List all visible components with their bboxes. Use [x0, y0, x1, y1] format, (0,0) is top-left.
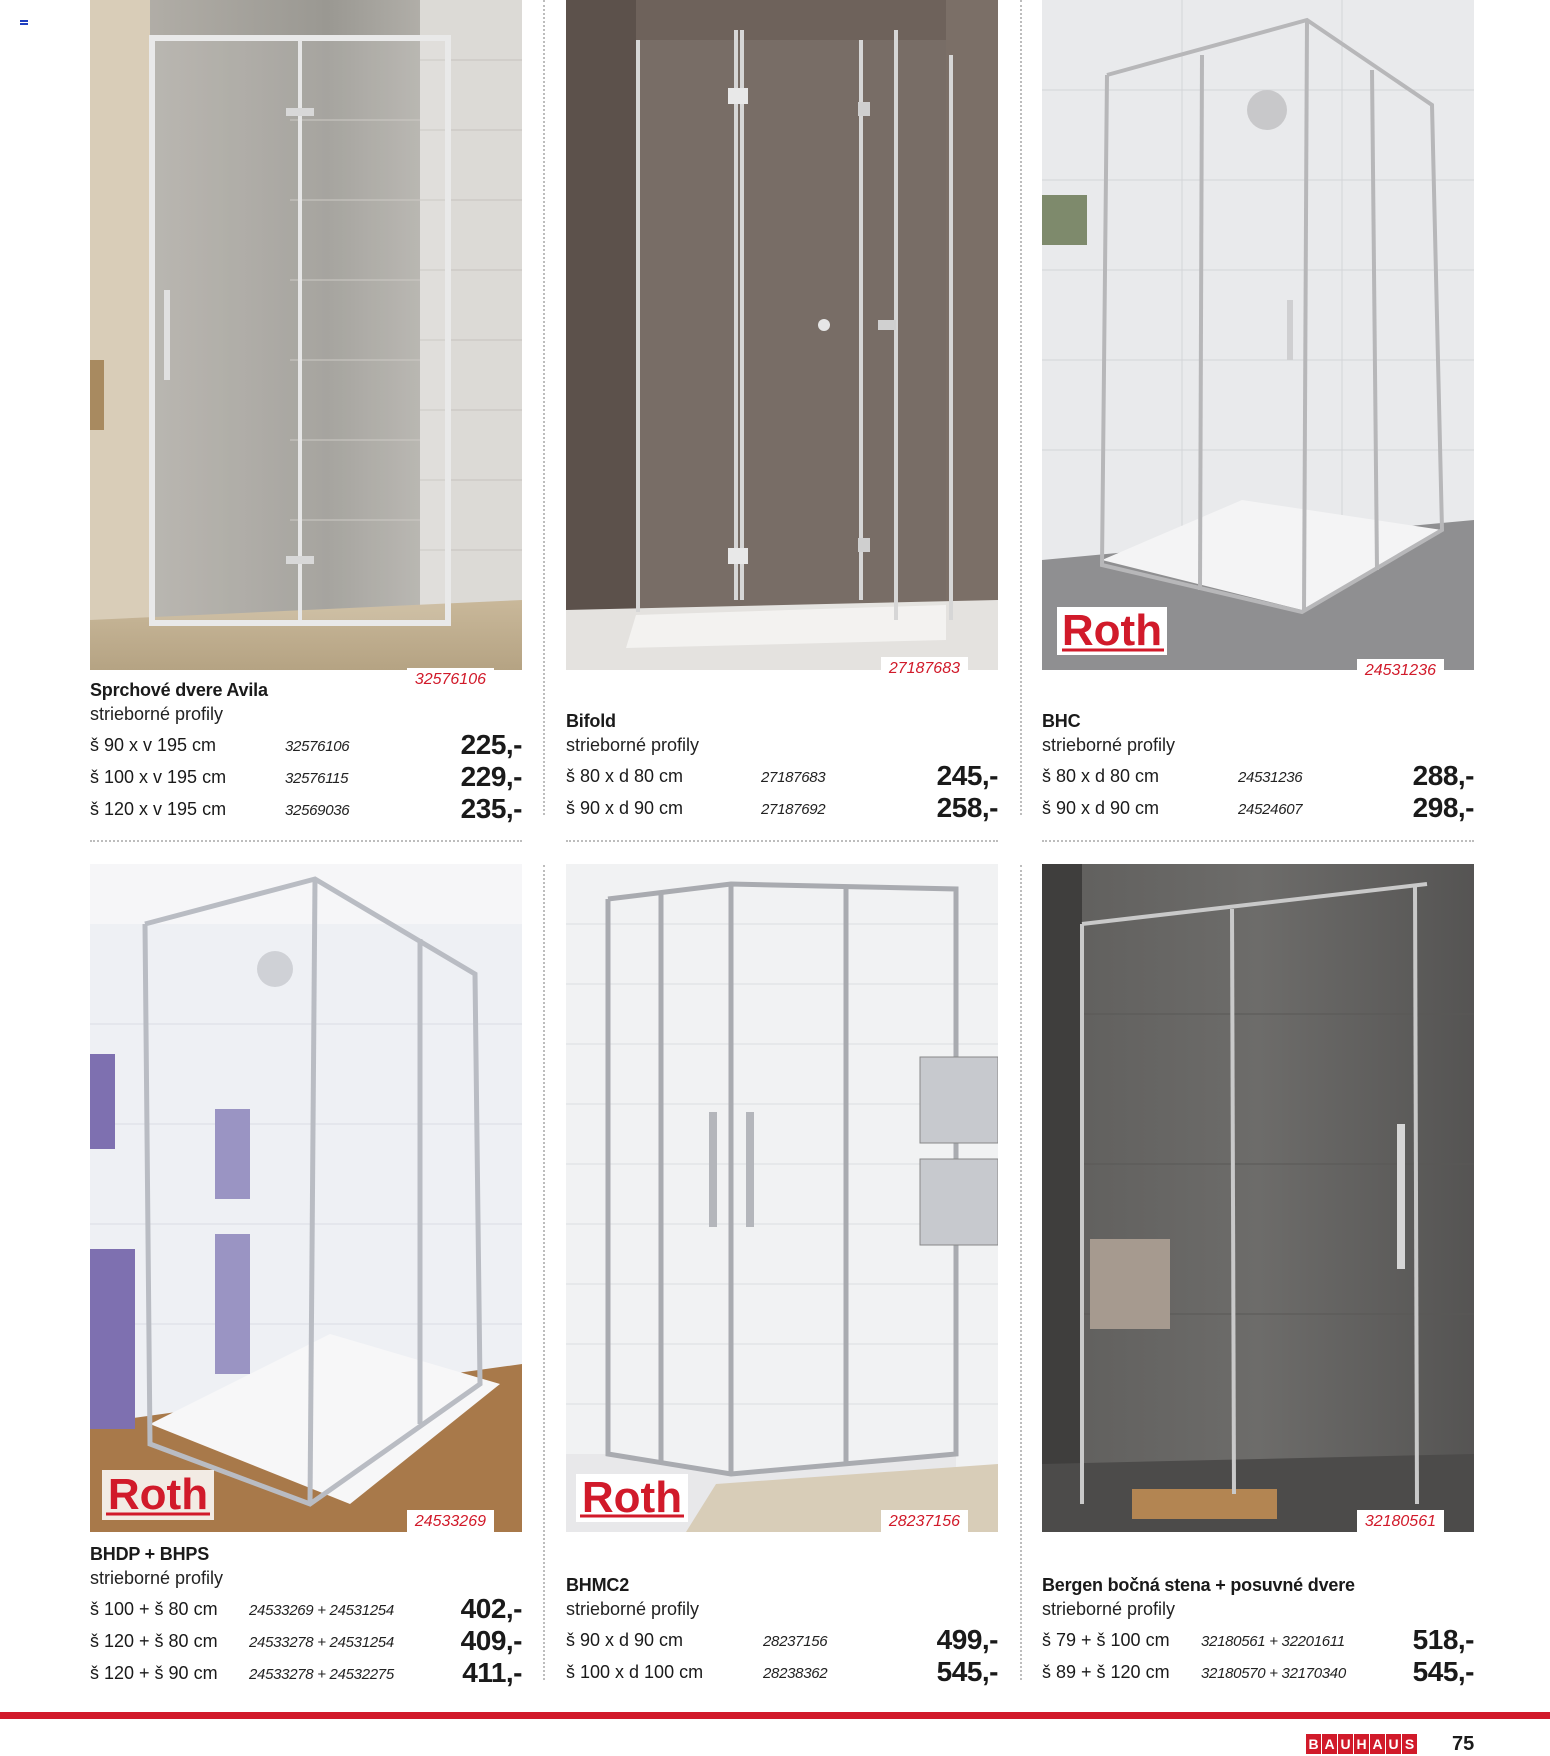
variant-size: š 90 x d 90 cm	[1042, 798, 1160, 818]
variant-row	[90, 730, 522, 762]
page-number: 75	[1452, 1733, 1475, 1755]
product-subtitle: strieborné profily	[90, 704, 224, 724]
product-card-bhc[interactable]	[1042, 0, 1474, 830]
bauhaus-logo-letter: S	[1402, 1734, 1417, 1754]
variant-code: 28238362	[763, 1665, 828, 1682]
image-code-tag: 24531236	[1357, 659, 1444, 685]
product-subtitle: strieborné profily	[1042, 1599, 1176, 1619]
product-photo[interactable]	[566, 864, 998, 1532]
variant-row	[566, 761, 998, 793]
bauhaus-logo-letter: B	[1306, 1734, 1321, 1754]
footer-bar	[0, 1712, 1550, 1719]
image-code-tag: 32576106	[407, 668, 494, 694]
roth-logo-text: Roth	[581, 1473, 683, 1522]
variant-row	[90, 762, 522, 794]
product-subtitle: strieborné profily	[90, 1568, 224, 1588]
variant-price: 402,-	[460, 1593, 522, 1624]
variant-row	[566, 793, 998, 825]
variant-price: 518,-	[1412, 1624, 1474, 1655]
product-title: Sprchové dvere Avila	[90, 680, 268, 700]
product-card-bhmc2[interactable]	[566, 864, 998, 1694]
variant-price: 229,-	[460, 761, 522, 792]
variant-code: 27187683	[761, 769, 826, 786]
variant-row	[1042, 1625, 1474, 1657]
variant-price: 235,-	[460, 793, 522, 824]
product-title: BHC	[1042, 711, 1081, 731]
product-photo[interactable]	[566, 0, 998, 670]
variant-size: š 120 + š 80 cm	[90, 1631, 218, 1651]
row-divider	[1042, 840, 1474, 842]
variant-row	[90, 1594, 522, 1626]
product-photo[interactable]	[1042, 0, 1474, 670]
variant-price: 258,-	[936, 792, 998, 823]
product-info	[1042, 1573, 1474, 1689]
roth-logo-text: Roth	[1061, 606, 1163, 655]
product-subtitle: strieborné profily	[1042, 735, 1176, 755]
product-subtitle: strieborné profily	[566, 735, 700, 755]
product-info	[90, 678, 522, 826]
bauhaus-logo-letter: A	[1322, 1734, 1337, 1754]
variant-code: 28237156	[763, 1633, 828, 1650]
variant-code: 24533278 + 24532275	[249, 1666, 394, 1683]
variant-size: š 80 x d 80 cm	[566, 766, 684, 786]
product-card-bifold[interactable]	[566, 0, 998, 830]
variant-price: 411,-	[462, 1657, 522, 1688]
product-info	[90, 1542, 522, 1690]
column-divider	[1020, 865, 1022, 1680]
variant-price: 545,-	[936, 1656, 998, 1687]
product-photo[interactable]	[90, 864, 522, 1532]
variant-row	[1042, 1657, 1474, 1689]
image-code-tag: 32180561	[1357, 1510, 1444, 1536]
product-card-avila[interactable]	[90, 0, 522, 830]
variant-price: 225,-	[460, 729, 522, 760]
variant-code: 32576115	[285, 770, 349, 787]
row-divider	[90, 840, 522, 842]
product-card-bhdp-bhps[interactable]	[90, 864, 522, 1694]
bauhaus-logo[interactable]	[1306, 1734, 1417, 1754]
variant-code: 24524607	[1238, 801, 1303, 818]
bauhaus-logo-letter: A	[1370, 1734, 1385, 1754]
bauhaus-logo-letter: U	[1338, 1734, 1353, 1754]
variant-row	[1042, 761, 1474, 793]
bauhaus-logo-letter: U	[1386, 1734, 1401, 1754]
variant-size: š 120 + š 90 cm	[90, 1663, 218, 1683]
variant-size: š 89 + š 120 cm	[1042, 1662, 1170, 1682]
variant-row	[90, 1626, 522, 1658]
image-code-tag: 27187683	[881, 657, 968, 683]
variant-price: 499,-	[936, 1624, 998, 1655]
product-title: Bergen bočná stena + posuvné dvere	[1042, 1575, 1355, 1595]
variant-size: š 90 x d 90 cm	[566, 798, 684, 818]
page-marker	[20, 20, 28, 26]
product-photo[interactable]	[90, 0, 522, 670]
image-code-tag: 28237156	[881, 1510, 968, 1536]
variant-size: š 100 + š 80 cm	[90, 1599, 218, 1619]
image-code-tag: 24533269	[407, 1510, 494, 1536]
variant-size: š 90 x v 195 cm	[90, 735, 217, 755]
variant-price: 298,-	[1412, 792, 1474, 823]
variant-code: 32569036	[285, 802, 350, 819]
column-divider	[543, 0, 545, 815]
column-divider	[1020, 0, 1022, 815]
variant-code: 32576106	[285, 738, 350, 755]
variant-size: š 100 x v 195 cm	[90, 767, 227, 787]
variant-code: 32180570 + 32170340	[1201, 1665, 1346, 1682]
variant-size: š 120 x v 195 cm	[90, 799, 227, 819]
variant-price: 245,-	[936, 760, 998, 791]
product-info	[1042, 709, 1474, 825]
variant-code: 24533269 + 24531254	[249, 1602, 394, 1619]
variant-code: 32180561 + 32201611	[1201, 1633, 1345, 1650]
variant-row	[566, 1657, 998, 1689]
variant-price: 288,-	[1412, 760, 1474, 791]
product-info	[566, 709, 998, 825]
variant-size: š 100 x d 100 cm	[566, 1662, 704, 1682]
product-title: BHMC2	[566, 1575, 630, 1595]
variant-size: š 90 x d 90 cm	[566, 1630, 684, 1650]
variant-code: 24531236	[1238, 769, 1303, 786]
product-title: Bifold	[566, 711, 616, 731]
bauhaus-logo-letter: H	[1354, 1734, 1369, 1754]
variant-price: 545,-	[1412, 1656, 1474, 1687]
variant-row	[90, 1658, 522, 1690]
variant-size: š 79 + š 100 cm	[1042, 1630, 1170, 1650]
product-subtitle: strieborné profily	[566, 1599, 700, 1619]
variant-row	[90, 794, 522, 826]
variant-code: 24533278 + 24531254	[249, 1634, 394, 1651]
row-divider	[566, 840, 998, 842]
product-title: BHDP + BHPS	[90, 1544, 210, 1564]
product-info	[566, 1573, 998, 1689]
variant-row	[1042, 793, 1474, 825]
product-photo[interactable]	[1042, 864, 1474, 1532]
column-divider	[543, 865, 545, 1680]
variant-row	[566, 1625, 998, 1657]
variant-size: š 80 x d 80 cm	[1042, 766, 1160, 786]
variant-price: 409,-	[460, 1625, 522, 1656]
roth-logo-text: Roth	[107, 1470, 209, 1519]
variant-code: 27187692	[761, 801, 826, 818]
product-card-bergen[interactable]	[1042, 864, 1474, 1694]
